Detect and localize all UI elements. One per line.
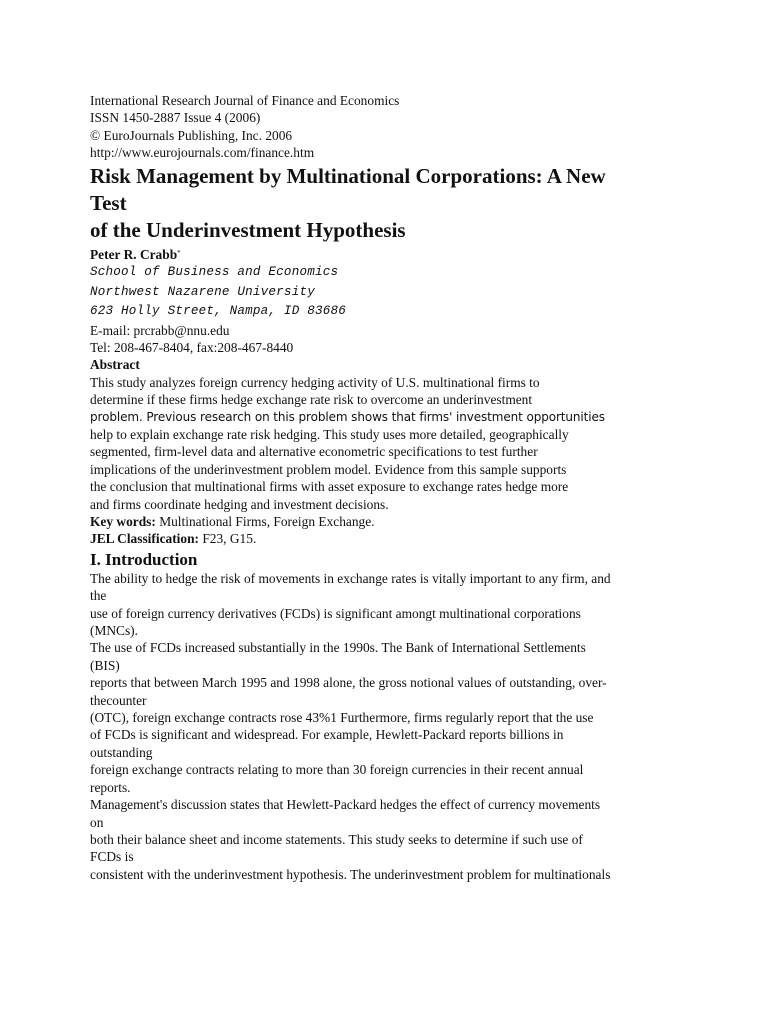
intro-line: of FCDs is significant and widespread. For example, Hewlett-Packard reports billions in: [90, 727, 564, 743]
jel-line: [90, 530, 690, 547]
jel-value: F23, G15.: [199, 531, 257, 547]
title-line-2: Test: [90, 190, 127, 215]
abstract-line: problem. Previous research on this problem shows that firms' investment opportunities: [90, 409, 605, 424]
abstract-heading: Abstract: [90, 357, 140, 373]
copyright-line: © EuroJournals Publishing, Inc. 2006: [90, 127, 293, 143]
paper-title: [90, 163, 690, 243]
author-email: E-mail: prcrabb@nnu.edu: [90, 322, 230, 338]
intro-line: The use of FCDs increased substantially in the 1990s. The Bank of International Settlements: [90, 640, 586, 656]
author-phone: Tel: 208-467-8404, fax:208-467-8440: [90, 339, 294, 355]
title-line-3: of the Underinvestment Hypothesis: [90, 217, 406, 242]
intro-line: outstanding: [90, 744, 153, 760]
issn-line: ISSN 1450-2887 Issue 4 (2006): [90, 110, 261, 126]
affiliation-school: School of Business and Economics: [90, 265, 339, 280]
author-name-text: Peter R. Crabb: [90, 246, 178, 262]
intro-line: foreign exchange contracts relating to more than 30 foreign currencies in their recent annual: [90, 762, 584, 778]
intro-line: (MNCs).: [90, 623, 138, 639]
intro-line: Management's discussion states that Hewlett-Packard hedges the effect of currency movements: [90, 797, 601, 813]
journal-url[interactable]: http://www.eurojournals.com/finance.htm: [90, 145, 315, 161]
abstract-line: help to explain exchange rate risk hedging. This study uses more detailed, geographically: [90, 426, 569, 442]
affiliation-university: Northwest Nazarene University: [90, 284, 315, 299]
abstract-line: implications of the underinvestment problem model. Evidence from this sample supports: [90, 461, 567, 477]
intro-line: (BIS): [90, 657, 120, 673]
intro-line: reports.: [90, 779, 131, 795]
author-footnote-marker: *: [177, 248, 181, 257]
intro-line: on: [90, 814, 104, 830]
journal-name: International Research Journal of Finance and Economics: [90, 93, 400, 108]
author-affiliation: [90, 263, 690, 322]
abstract-line: determine if these firms hedge exchange rate risk to overcome an underinvestment: [90, 392, 533, 408]
affiliation-address: 623 Holly Street, Nampa, ID 83686: [90, 304, 346, 319]
intro-line: the: [90, 588, 107, 604]
title-line-1: Risk Management by Multinational Corporations: A New: [90, 163, 606, 188]
abstract-line: segmented, firm-level data and alternative econometric specifications to test further: [90, 444, 538, 460]
intro-line: both their balance sheet and income statements. This study seeks to determine if such use of: [90, 831, 583, 847]
intro-line: consistent with the underinvestment hypothesis. The underinvestment problem for multinationals: [90, 866, 611, 882]
abstract-line: and firms coordinate hedging and investment decisions.: [90, 496, 389, 512]
author-name: [90, 245, 690, 263]
abstract-text: [90, 374, 690, 513]
intro-line: reports that between March 1995 and 1998 alone, the gross notional values of outstanding, over-: [90, 675, 607, 691]
intro-line: FCDs is: [90, 849, 134, 865]
intro-line: use of foreign currency derivatives (FCDs) is significant amongt multinational corporations: [90, 605, 581, 621]
abstract-line: the conclusion that multinational firms with asset exposure to exchange rates hedge more: [90, 479, 569, 495]
keywords-line: [90, 513, 690, 530]
jel-label: JEL Classification:: [90, 531, 199, 547]
intro-line: thecounter: [90, 692, 147, 708]
intro-line: The ability to hedge the risk of movements in exchange rates is vitally important to any firm, and: [90, 570, 611, 586]
abstract-line: This study analyzes foreign currency hedging activity of U.S. multinational firms to: [90, 374, 540, 390]
keywords-value: Multinational Firms, Foreign Exchange.: [155, 514, 375, 529]
section-heading-introduction: I. Introduction: [90, 549, 198, 569]
paper-body: [90, 92, 690, 883]
journal-header: [90, 92, 690, 162]
introduction-text: [90, 570, 690, 883]
intro-line: (OTC), foreign exchange contracts rose 43%1 Furthermore, firms regularly report that the use: [90, 710, 594, 726]
keywords-label: Key words:: [90, 514, 156, 529]
